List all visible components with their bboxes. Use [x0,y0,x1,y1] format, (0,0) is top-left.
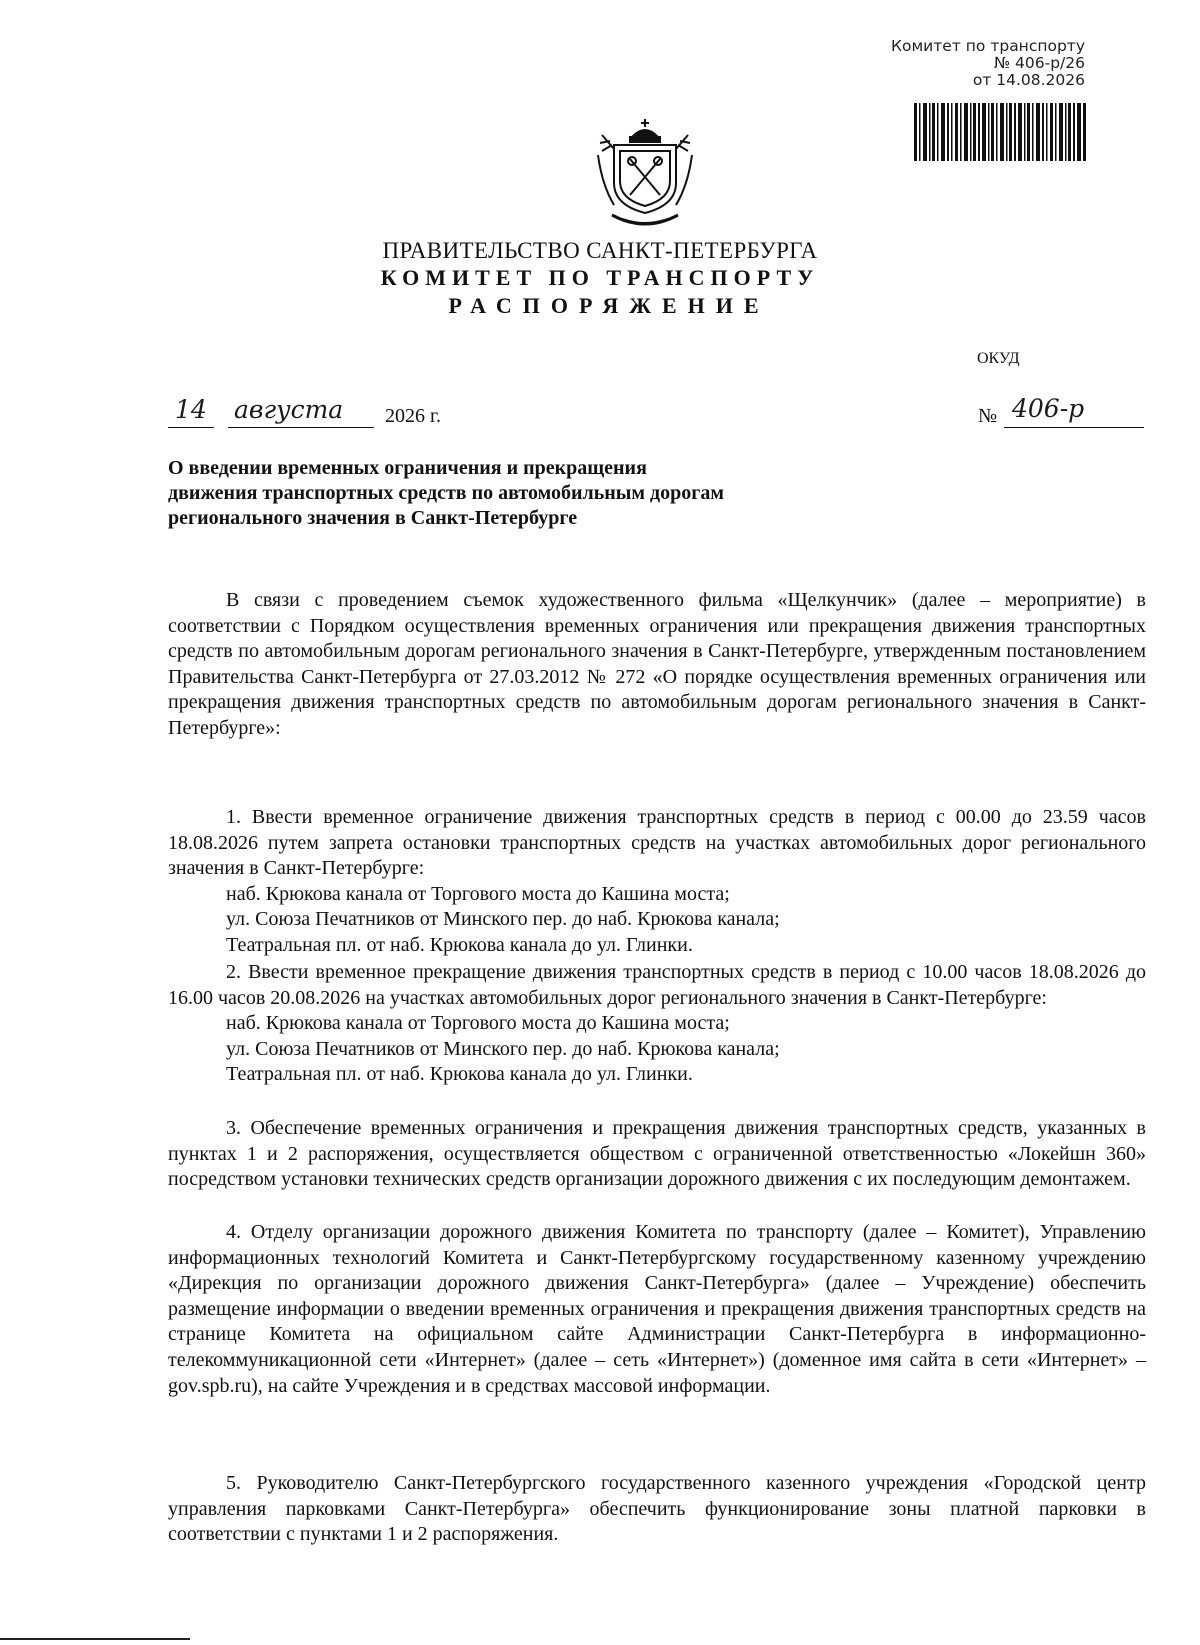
item-2-road: наб. Крюкова канала от Торгового моста до Кашина моста; [226,1012,730,1035]
document-type: РАСПОРЯЖЕНИЕ [448,293,770,318]
date-month-handwritten: августа [234,395,344,424]
item-2-text: 2. Ввести временное прекращение движения транспортных средств в период с 10.00 часов 18.08.2026 до 16.00 часов 20.08.2026 на участках автомобильных дорог регионального значения в Санкт-Петербурге: [168,961,1146,1009]
date-day-underline [168,427,214,428]
document-subject: О введении временных ограничения и прекращения движения транспортных средств по автомобильным дорогам регионального значения в Санкт-Петербурге [168,457,724,529]
okud-label: ОКУД [977,350,1020,367]
intro-paragraph: В связи с проведением съемок художественного фильма «Щелкунчик» (далее – мероприятие) в соответствии с Порядком осуществления временных ограничения или прекращения движения транспортных средств по автомобильным дорогам регионального значения в Санкт-Петербурге, утвержденным постановлением Правительства Санкт-Петербурга от 27.03.2012 № 272 «О порядке осуществления временных ограничения или прекращения движения транспортных средств по автомобильным дорогам регионального значения в Санкт-Петербурге»: [168,589,1146,739]
coat-of-arms-icon [592,115,698,231]
number-underline [1004,427,1144,428]
number-handwritten: 406-р [1012,394,1085,423]
date-year: 2026 г. [385,405,441,427]
number-sign: № [978,405,998,427]
item-2-road: ул. Союза Печатников от Минского пер. до наб. Крюкова канала; [226,1037,780,1060]
item-1 [168,805,1146,959]
item-1-road: ул. Союза Печатников от Минского пер. до наб. Крюкова канала; [226,908,780,931]
item-2 [168,960,1146,1088]
stamp-number: № 406-р/26 [993,54,1085,72]
committee-title: КОМИТЕТ ПО ТРАНСПОРТУ [380,265,820,290]
barcode [914,103,1086,161]
item-1-road: наб. Крюкова канала от Торгового моста до Кашина моста; [226,882,730,905]
date-day-handwritten: 14 [175,395,207,424]
item-1-road: Театральная пл. от наб. Крюкова канала до ул. Глинки. [226,933,693,956]
date-month-underline [228,427,374,428]
item-3: 3. Обеспечение временных ограничения и прекращения движения транспортных средств, указанных в пунктах 1 и 2 распоряжения, осуществляется обществом с ограниченной ответственностью «Локейшн 360» посредством установки технических средств организации дорожного движения с их последующим демонтажем. [168,1117,1146,1191]
item-2-road: Театральная пл. от наб. Крюкова канала до ул. Глинки. [226,1063,693,1086]
footer-line [0,1638,190,1640]
item-1-text: 1. Ввести временное ограничение движения транспортных средств в период с 00.00 до 23.59 часов 18.08.2026 путем запрета остановки транспортных средств на участках автомобильных дорог регионального значения в Санкт-Петербурге: [168,806,1146,880]
stamp-committee: Комитет по транспорту [891,37,1085,55]
government-title: ПРАВИТЕЛЬСТВО САНКТ-ПЕТЕРБУРГА [382,238,818,263]
stamp-date: от 14.08.2026 [972,71,1085,89]
item-4: 4. Отделу организации дорожного движения Комитета по транспорту (далее – Комитет), Управлению информационных технологий Комитета и Санкт-Петербургскому государственному казенному учреждению «Дирекция по организации дорожного движения Санкт-Петербурга» (далее – Учреждение) обеспечить размещение информации о введении временных ограничения и прекращения движения транспортных средств на странице Комитета на официальном сайте Администрации Санкт-Петербурга в информационно-телекоммуникационной сети «Интернет» (далее – сеть «Интернет») (доменное имя сайта в сети «Интернет» – gov.spb.ru), на сайте Учреждения и в средствах массовой информации. [168,1221,1146,1397]
registration-stamp [880,38,1085,89]
item-5: 5. Руководителю Санкт-Петербургского государственного казенного учреждения «Городской центр управления парковками Санкт-Петербурга» обеспечить функционирование зоны платной парковки в соответствии с пунктами 1 и 2 распоряжения. [168,1472,1146,1546]
